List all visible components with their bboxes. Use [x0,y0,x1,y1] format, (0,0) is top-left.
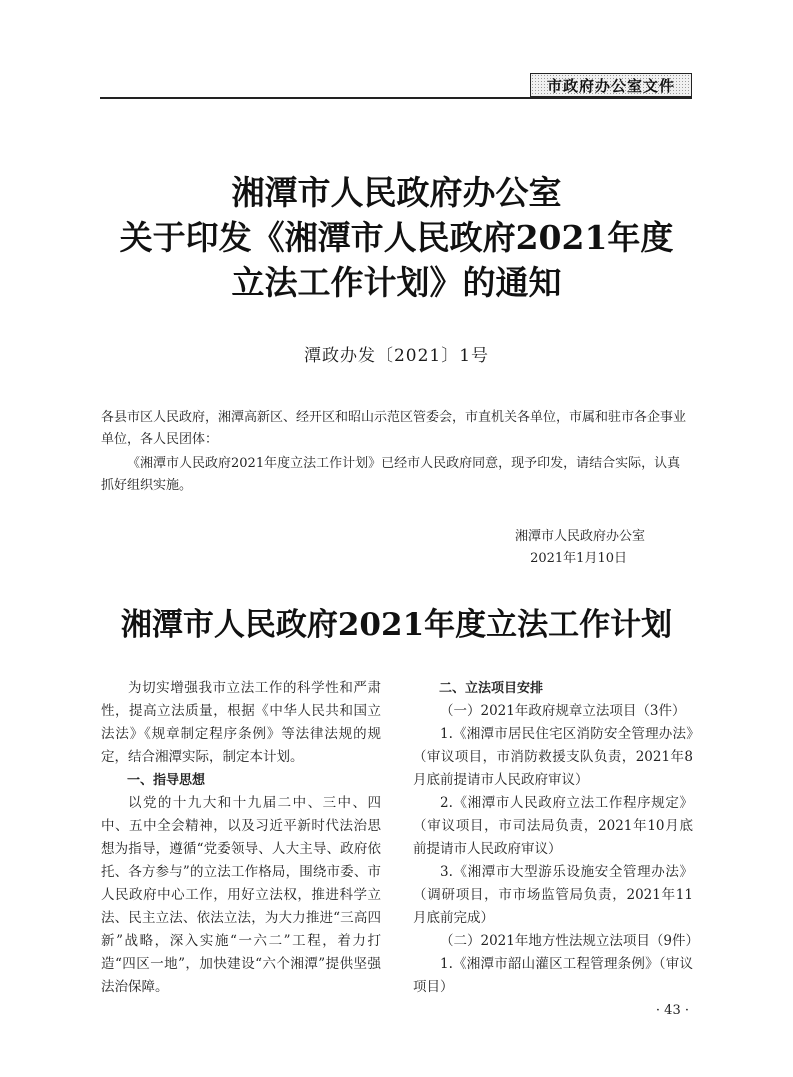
signature-date: 2021年1月10日 [530,551,627,566]
right-column [413,677,699,999]
section-tag: 市政府办公室文件 [530,73,692,97]
plan-title: 湘潭市人民政府2021年度立法工作计划 [120,607,673,643]
list-item: 1.《湘潭市韶山灌区工程管理条例》（审议项目） [413,956,693,995]
notice-title-line: 关于印发《湘潭市人民政府2021年度 [119,218,674,257]
paragraph: 为切实增强我市立法工作的科学性和严肃性，提高立法质量，根据《中华人民共和国立法法》《规章制定程序条例》等法律法规的规定，结合湘潭实际，制定本计划。 [101,680,381,765]
addressees: 各县市区人民政府，湘潭高新区、经开区和昭山示范区管委会，市直机关各单位，市属和驻市各企事业单位，各人民团体： [101,410,687,447]
notice-title [0,170,793,305]
document-number: 潭政办发〔2021〕1号 [303,346,490,366]
signature-org: 湘潭市人民政府办公室 [514,529,645,544]
list-item: 2.《湘潭市人民政府立法工作程序规定》（审议项目，市司法局负责，2021年10月底前提请市人民政府审议） [413,795,693,857]
page-number: · 43 · [655,1003,689,1018]
paragraph: 以党的十九大和十九届二中、三中、四中、五中全会精神，以及习近平新时代法治思想为指导，遵循“党委领导、人大主导、政府依托、各方参与”的立法工作格局，围绕市委、市人民政府中心工作，用好立法权，推进科学立法、民主立法、依法立法，为大力推进“三高四新”战略，深入实施“一六二”工程，着力打造“四区一地”，加快建设“六个湘潭”提供坚强法治保障。 [101,795,381,995]
list-item: 3.《湘潭市大型游乐设施安全管理办法》（调研项目，市市场监管局负责，2021年11月底前完成） [413,864,693,926]
notice-title-line: 湘潭市人民政府办公室 [231,173,562,212]
section-heading: 二、立法项目安排 [439,681,544,696]
section-heading: 一、指导思想 [127,773,206,788]
notice-title-line: 立法工作计划》的通知 [231,263,562,302]
header-rule [100,97,692,99]
notice-body: 《湘潭市人民政府2021年度立法工作计划》已经市人民政府同意，现予印发，请结合实际，认真抓好组织实施。 [101,456,681,493]
paragraph: （二）2021年地方性法规立法项目（9件） [440,933,699,949]
list-item: 1.《湘潭市居民住宅区消防安全管理办法》（审议项目，市消防救援支队负责，2021年8月底前提请市人民政府审议） [413,726,693,788]
left-column [101,677,381,999]
paragraph: （一）2021年政府规章立法项目（3件） [440,703,686,719]
